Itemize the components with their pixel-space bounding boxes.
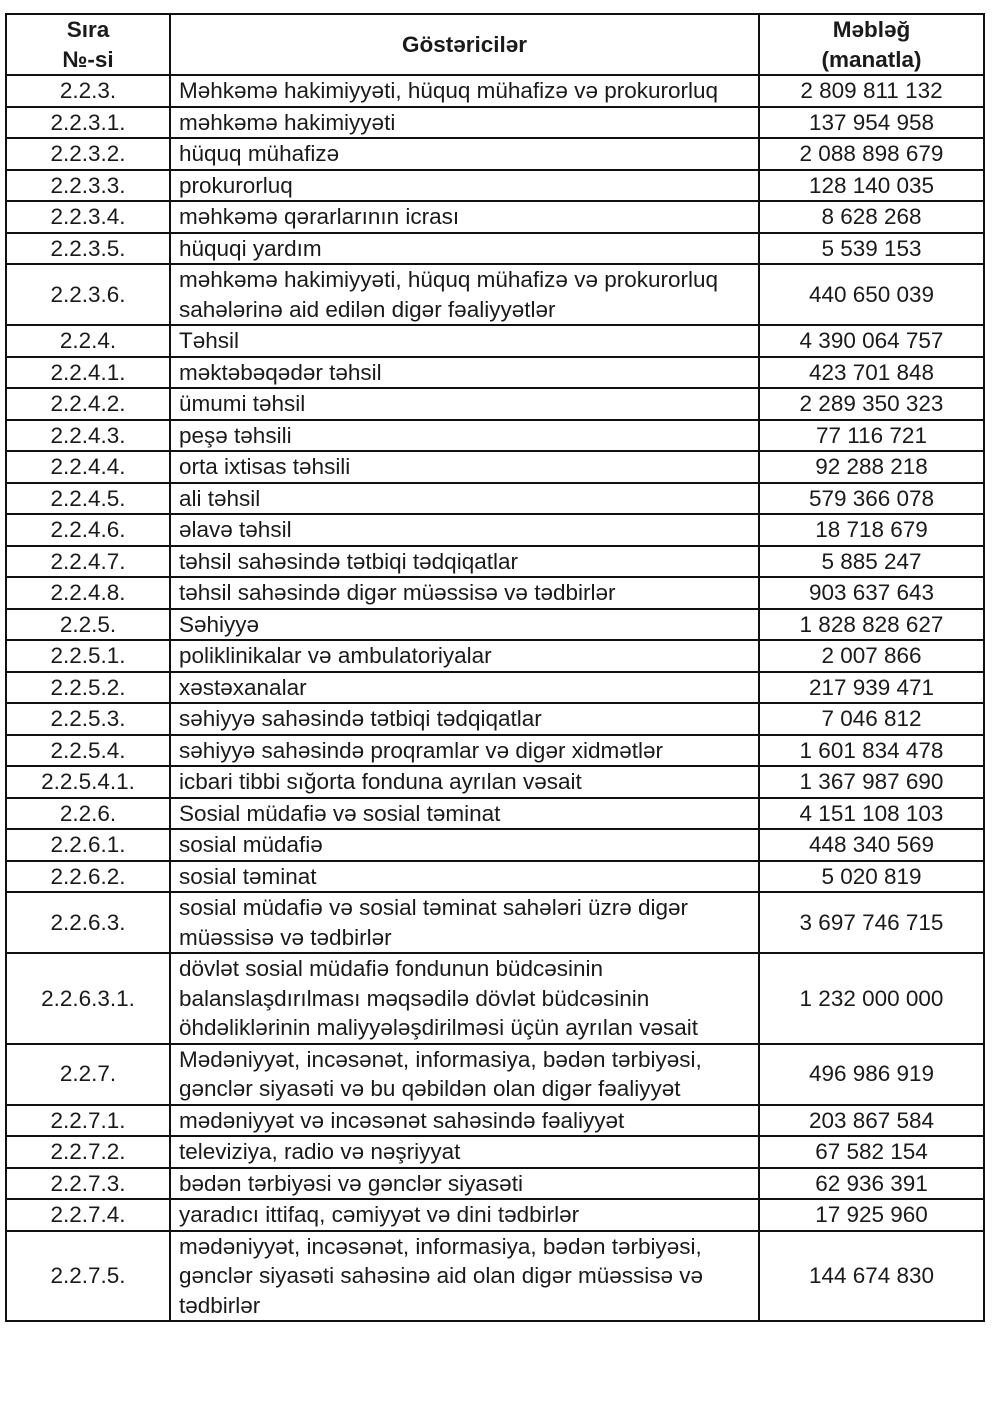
table-header-row [6,14,984,75]
table-row [6,546,984,578]
row-amount: 4 151 108 103 [759,798,984,830]
row-indicator: Mədəniyyət, incəsənət, informasiya, bədən tərbiyəsi, gənclər siyasəti və bu qəbildən olan digər fəaliyyət [170,1044,759,1105]
row-amount: 18 718 679 [759,514,984,546]
row-number: 2.2.3.6. [6,264,170,325]
row-amount: 1 601 834 478 [759,735,984,767]
header-amount [759,14,984,75]
row-number: 2.2.3.4. [6,201,170,233]
row-number: 2.2.6. [6,798,170,830]
row-amount: 217 939 471 [759,672,984,704]
row-number: 2.2.4.2. [6,388,170,420]
row-amount: 4 390 064 757 [759,325,984,357]
row-indicator: sosial müdafiə [170,829,759,861]
row-amount: 7 046 812 [759,703,984,735]
row-number: 2.2.5. [6,609,170,641]
row-amount: 1 828 828 627 [759,609,984,641]
row-amount: 203 867 584 [759,1105,984,1137]
table-row [6,1136,984,1168]
row-amount: 77 116 721 [759,420,984,452]
row-indicator: hüquq mühafizə [170,138,759,170]
row-indicator: ali təhsil [170,483,759,515]
table-row [6,170,984,202]
row-indicator: səhiyyə sahəsində tətbiqi tədqiqatlar [170,703,759,735]
row-indicator: Təhsil [170,325,759,357]
row-amount: 144 674 830 [759,1231,984,1322]
row-indicator: mədəniyyət və incəsənət sahəsində fəaliyyət [170,1105,759,1137]
row-amount: 62 936 391 [759,1168,984,1200]
row-amount: 137 954 958 [759,107,984,139]
row-amount: 67 582 154 [759,1136,984,1168]
header-indicators: Göstəricilər [170,14,759,75]
row-indicator: bədən tərbiyəsi və gənclər siyasəti [170,1168,759,1200]
row-indicator: ümumi təhsil [170,388,759,420]
row-number: 2.2.7.2. [6,1136,170,1168]
table-row [6,233,984,265]
table-row [6,325,984,357]
row-number: 2.2.5.2. [6,672,170,704]
row-indicator: təhsil sahəsində digər müəssisə və tədbirlər [170,577,759,609]
table-row [6,861,984,893]
row-indicator: icbari tibbi sığorta fonduna ayrılan vəsait [170,766,759,798]
row-number: 2.2.3.1. [6,107,170,139]
row-amount: 903 637 643 [759,577,984,609]
row-indicator: orta ixtisas təhsili [170,451,759,483]
table-row [6,1044,984,1105]
table-row [6,735,984,767]
row-number: 2.2.6.1. [6,829,170,861]
row-indicator: yaradıcı ittifaq, cəmiyyət və dini tədbirlər [170,1199,759,1231]
row-amount: 2 289 350 323 [759,388,984,420]
row-number: 2.2.6.2. [6,861,170,893]
row-number: 2.2.6.3. [6,892,170,953]
table-row [6,672,984,704]
row-amount: 423 701 848 [759,357,984,389]
table-row [6,201,984,233]
row-number: 2.2.7.3. [6,1168,170,1200]
table-row [6,609,984,641]
header-amount-line1: Məbləğ [832,17,911,42]
header-number-line2: №-si [62,46,114,72]
row-indicator: məhkəmə qərarlarının icrası [170,201,759,233]
row-indicator: peşə təhsili [170,420,759,452]
row-indicator: mədəniyyət, incəsənət, informasiya, bədən tərbiyəsi, gənclər siyasəti sahəsinə aid olan digər müəssisə və tədbirlər [170,1231,759,1322]
row-indicator: səhiyyə sahəsində proqramlar və digər xidmətlər [170,735,759,767]
row-number: 2.2.3.5. [6,233,170,265]
row-number: 2.2.7.4. [6,1199,170,1231]
table-row [6,1168,984,1200]
row-indicator: məhkəmə hakimiyyəti [170,107,759,139]
row-indicator: Sosial müdafiə və sosial təminat [170,798,759,830]
row-indicator: Səhiyyə [170,609,759,641]
row-amount: 440 650 039 [759,264,984,325]
row-indicator: poliklinikalar və ambulatoriyalar [170,640,759,672]
row-indicator: Məhkəmə hakimiyyəti, hüquq mühafizə və prokurorluq [170,75,759,107]
row-amount: 1 232 000 000 [759,953,984,1044]
row-number: 2.2.4.4. [6,451,170,483]
row-number: 2.2.7.1. [6,1105,170,1137]
row-amount: 8 628 268 [759,201,984,233]
table-row [6,1105,984,1137]
row-amount: 2 007 866 [759,640,984,672]
row-amount: 2 809 811 132 [759,75,984,107]
table-row [6,451,984,483]
table-row [6,829,984,861]
row-number: 2.2.4.6. [6,514,170,546]
row-number: 2.2.4. [6,325,170,357]
table-row [6,138,984,170]
header-number-line1: Sıra [66,17,110,42]
row-number: 2.2.5.3. [6,703,170,735]
row-number: 2.2.5.4.1. [6,766,170,798]
row-indicator: sosial təminat [170,861,759,893]
table-row [6,892,984,953]
row-number: 2.2.3.2. [6,138,170,170]
row-amount: 128 140 035 [759,170,984,202]
row-indicator: dövlət sosial müdafiə fondunun büdcəsinin balanslaşdırılması məqsədilə dövlət büdcəsinin öhdəliklərinin maliyyələşdirilməsi üçün ayrılan vəsait [170,953,759,1044]
row-number: 2.2.3. [6,75,170,107]
budget-table [5,13,985,1322]
row-indicator: məhkəmə hakimiyyəti, hüquq mühafizə və prokurorluq sahələrinə aid edilən digər fəaliyyətlər [170,264,759,325]
row-amount: 92 288 218 [759,451,984,483]
table-row [6,703,984,735]
header-number [6,14,170,75]
row-number: 2.2.7.5. [6,1231,170,1322]
row-number: 2.2.7. [6,1044,170,1105]
table-row [6,953,984,1044]
row-indicator: xəstəxanalar [170,672,759,704]
table-row [6,264,984,325]
row-amount: 2 088 898 679 [759,138,984,170]
table-row [6,1231,984,1322]
table-row [6,357,984,389]
row-indicator: məktəbəqədər təhsil [170,357,759,389]
row-indicator: sosial müdafiə və sosial təminat sahələri üzrə digər müəssisə və tədbirlər [170,892,759,953]
row-amount: 3 697 746 715 [759,892,984,953]
table-row [6,514,984,546]
row-number: 2.2.4.3. [6,420,170,452]
row-indicator: təhsil sahəsində tətbiqi tədqiqatlar [170,546,759,578]
header-amount-line2: (manatla) [821,46,922,72]
row-indicator: prokurorluq [170,170,759,202]
row-indicator: hüquqi yardım [170,233,759,265]
row-number: 2.2.5.1. [6,640,170,672]
row-amount: 579 366 078 [759,483,984,515]
row-amount: 496 986 919 [759,1044,984,1105]
row-indicator: əlavə təhsil [170,514,759,546]
table-row [6,640,984,672]
row-amount: 5 020 819 [759,861,984,893]
table-body [6,75,984,1321]
row-amount: 1 367 987 690 [759,766,984,798]
table-row [6,1199,984,1231]
row-indicator: televiziya, radio və nəşriyyat [170,1136,759,1168]
row-number: 2.2.3.3. [6,170,170,202]
table-row [6,75,984,107]
row-number: 2.2.4.7. [6,546,170,578]
row-number: 2.2.4.1. [6,357,170,389]
table-row [6,577,984,609]
row-number: 2.2.5.4. [6,735,170,767]
row-amount: 5 885 247 [759,546,984,578]
row-number: 2.2.4.5. [6,483,170,515]
row-amount: 448 340 569 [759,829,984,861]
table-row [6,107,984,139]
row-number: 2.2.6.3.1. [6,953,170,1044]
row-number: 2.2.4.8. [6,577,170,609]
row-amount: 17 925 960 [759,1199,984,1231]
table-row [6,388,984,420]
table-row [6,798,984,830]
table-row [6,420,984,452]
table-row [6,483,984,515]
table-row [6,766,984,798]
row-amount: 5 539 153 [759,233,984,265]
